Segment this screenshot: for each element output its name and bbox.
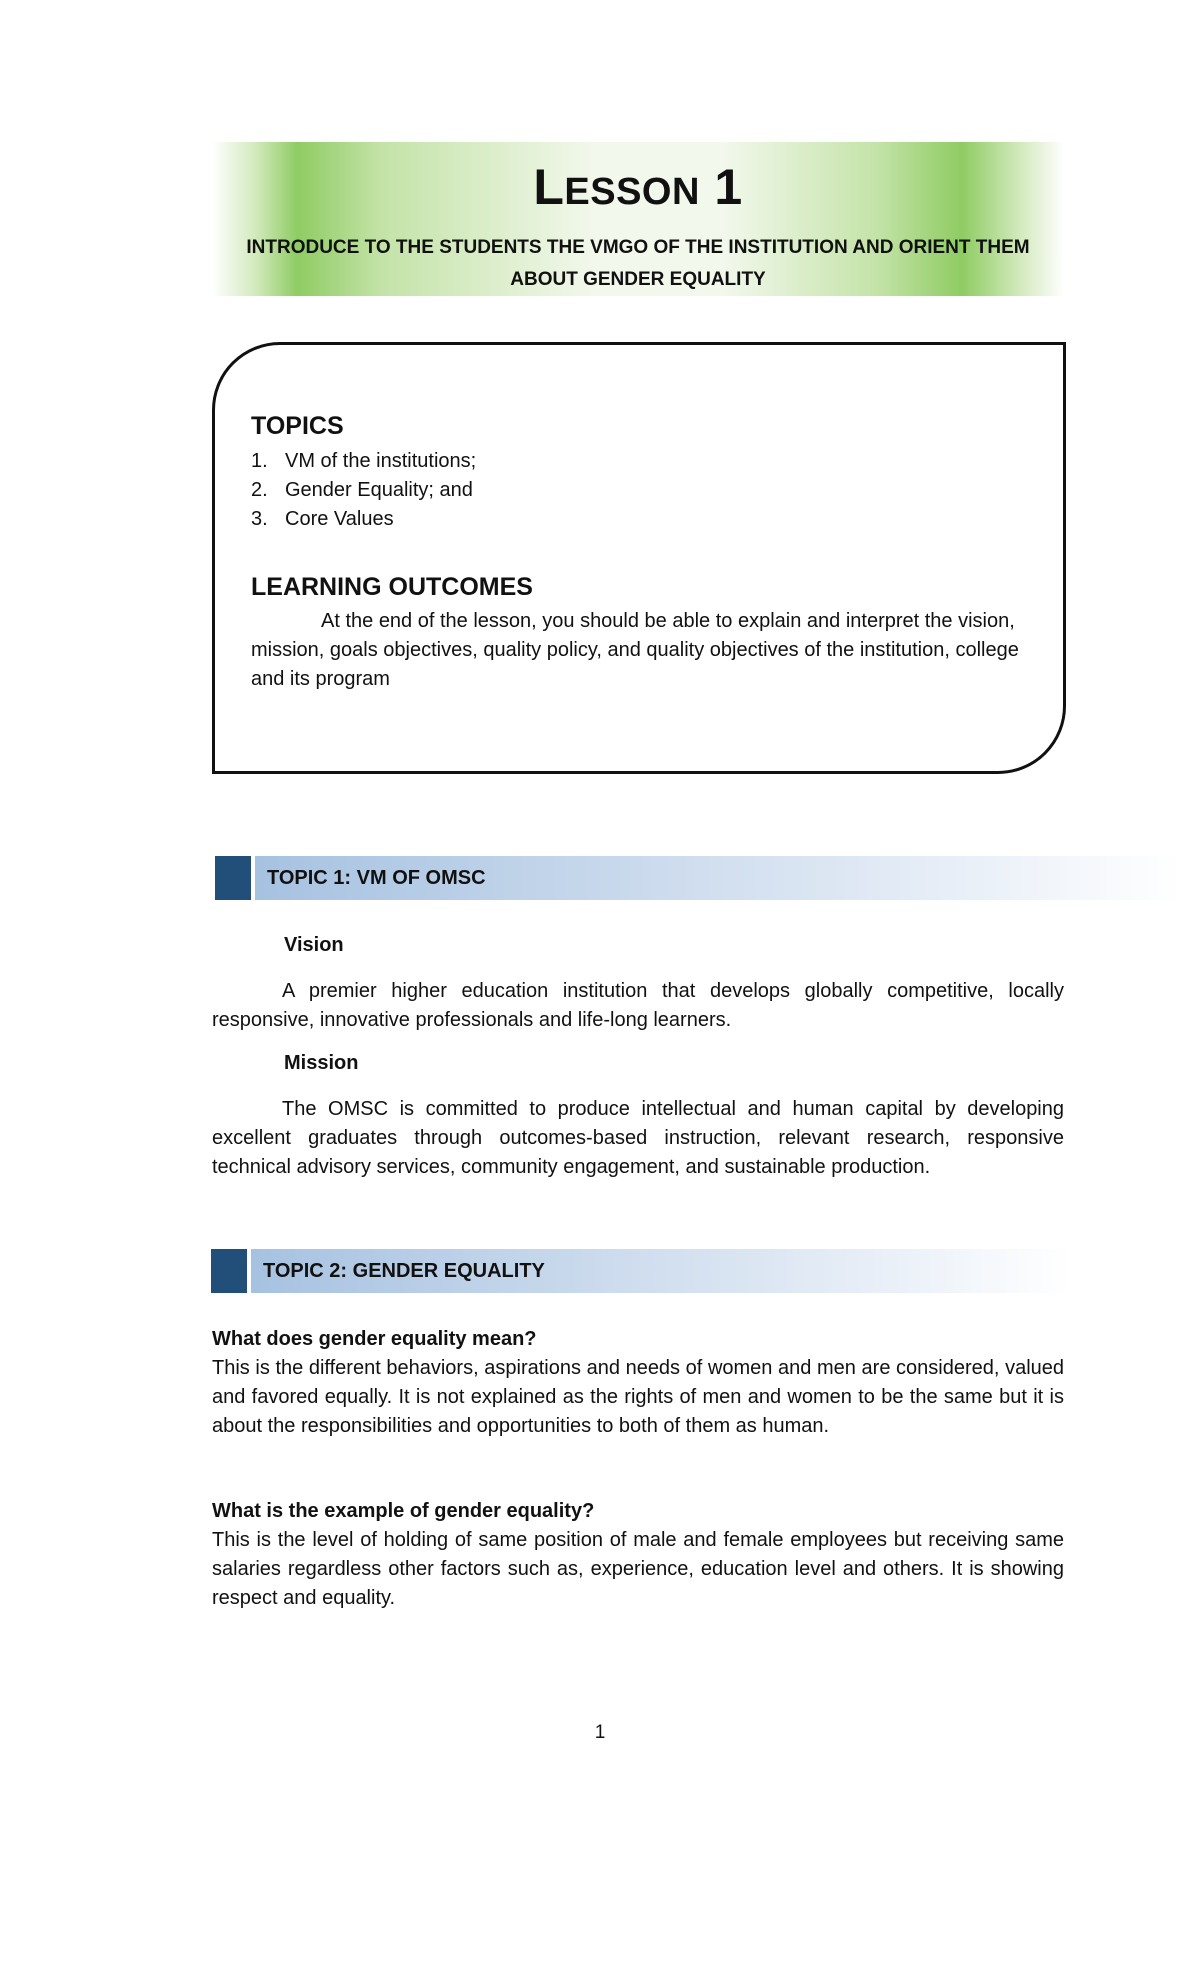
mission-heading: Mission [284, 1052, 359, 1074]
lesson-banner [212, 142, 1064, 296]
question-gender-equality-meaning: What does gender equality mean? [212, 1328, 537, 1350]
lesson-number: 1 [714, 159, 743, 215]
list-item-text: Gender Equality; and [285, 479, 473, 501]
learning-outcomes-heading: LEARNING OUTCOMES [251, 573, 533, 601]
mission-text [212, 1095, 1064, 1182]
list-item [251, 476, 476, 505]
lesson-subtitle-line2: ABOUT GENDER EQUALITY [510, 269, 766, 290]
lesson-title-initial: L [533, 159, 565, 215]
lesson-title-rest: ESSON [564, 171, 700, 213]
answer-gender-equality-example: This is the level of holding of same position of male and female employees but receiving same salaries regardless other factors such as, experience, education level and others. It is showing respect and equality. [212, 1529, 1064, 1609]
topic2-marker [211, 1249, 247, 1293]
topics-list [251, 447, 476, 534]
learning-outcomes-body: At the end of the lesson, you should be able to explain and interpret the vision, mission, goals objectives, quality policy, and quality objectives of the institution, college and its program [251, 610, 1019, 690]
topic1-header-bar [215, 856, 1180, 900]
question-gender-equality-example: What is the example of gender equality? [212, 1500, 595, 1522]
list-item-number: 2. [251, 479, 268, 501]
topic1-label: TOPIC 1: VM OF OMSC [267, 867, 486, 889]
list-item-text: Core Values [285, 508, 394, 530]
topic2-label: TOPIC 2: GENDER EQUALITY [263, 1260, 545, 1282]
list-item [251, 505, 476, 534]
answer-gender-equality-meaning: This is the different behaviors, aspirations and needs of women and men are considered, valued and favored equally. It is not explained as the rights of men and women to be the same but it is about the responsibilities and opportunities to both of them as human. [212, 1357, 1064, 1437]
topics-heading: TOPICS [251, 412, 344, 440]
vision-text [212, 977, 1064, 1035]
mission-body: The OMSC is committed to produce intellectual and human capital by developing excellent graduates through outcomes-based instruction, relevant research, responsive technical advisory services, community engagement, and sustainable production. [212, 1098, 1064, 1178]
lesson-subtitle [222, 232, 1054, 296]
lesson-title [212, 158, 1064, 216]
lesson-subtitle-line1: INTRODUCE TO THE STUDENTS THE VMGO OF THE INSTITUTION AND ORIENT THEM [246, 237, 1030, 258]
list-item-number: 1. [251, 450, 268, 472]
vision-heading: Vision [284, 934, 344, 956]
page-number: 1 [594, 1722, 606, 1743]
topics-box [212, 342, 1066, 774]
topic2-header-bar [211, 1249, 1071, 1293]
list-item [251, 447, 476, 476]
list-item-number: 3. [251, 508, 268, 530]
list-item-text: VM of the institutions; [285, 450, 477, 472]
learning-outcomes-text [251, 607, 1031, 694]
vision-body: A premier higher education institution that develops globally competitive, locally responsive, innovative professionals and life-long learners. [212, 980, 1064, 1031]
topic1-marker [215, 856, 251, 900]
